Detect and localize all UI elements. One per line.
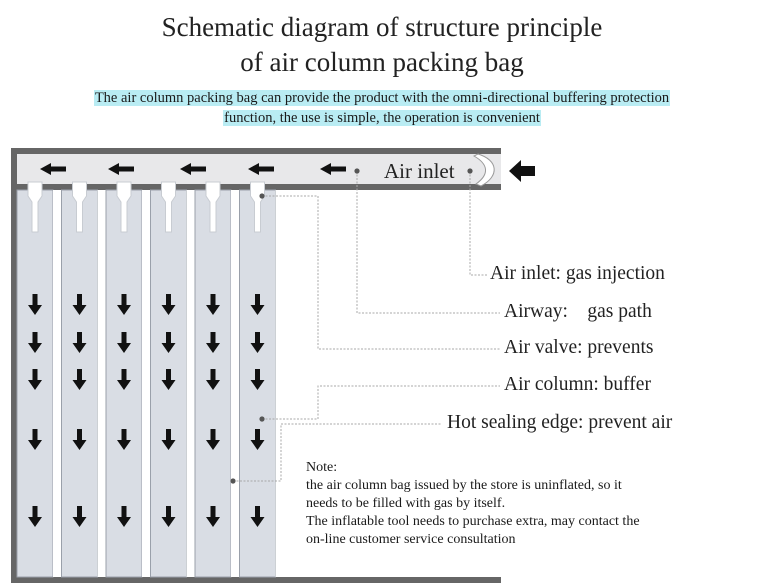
dot-air-column [259,416,264,421]
note-line-4: on-line customer service consultation [306,532,516,547]
note-line-1: the air column bag issued by the store is uninflated, so it [306,478,622,493]
hot-sealing-edge [142,190,151,577]
subtitle-line-2: function, the use is simple, the operation is convenient [224,110,540,126]
hot-sealing-edge [231,190,240,577]
label-air-column: Air column: buffer [504,374,651,395]
dot-hot-sealing [230,478,235,483]
leader-air-valve [262,196,500,349]
outside-inlet-arrow [509,160,535,182]
note-line-3: The inflatable tool needs to purchase extra, may contact the [306,514,640,529]
title-line-2: of air column packing bag [240,47,524,77]
hot-sealing-edge [187,190,196,577]
left-frame-edge [11,148,17,583]
label-airway: Airway: gas path [504,301,652,322]
leader-airway [357,171,500,313]
bottom-frame-edge [11,577,501,583]
title-line-1: Schematic diagram of structure principle [161,12,603,42]
label-air-inlet: Air inlet: gas injection [490,263,665,284]
hot-sealing-edge [276,190,285,577]
label-air-valve: Air valve: prevents [504,337,654,358]
top-frame-edge [11,148,501,154]
subtitle-line-1: The air column packing bag can provide the product with the omni-directional buffering protection [94,90,670,106]
dot-airway [354,168,359,173]
dot-air-inlet [467,168,472,173]
air-inlet-text: Air inlet [384,159,455,183]
note-heading: Note: [306,460,338,475]
note-line-2: needs to be filled with gas by itself. [306,496,506,511]
note-block [306,459,726,549]
dot-air-valve [259,193,264,198]
label-hot-sealing: Hot sealing edge: prevent air [447,412,673,433]
hot-sealing-edge [53,190,62,577]
air-columns [17,182,284,577]
hot-sealing-edge [98,190,107,577]
